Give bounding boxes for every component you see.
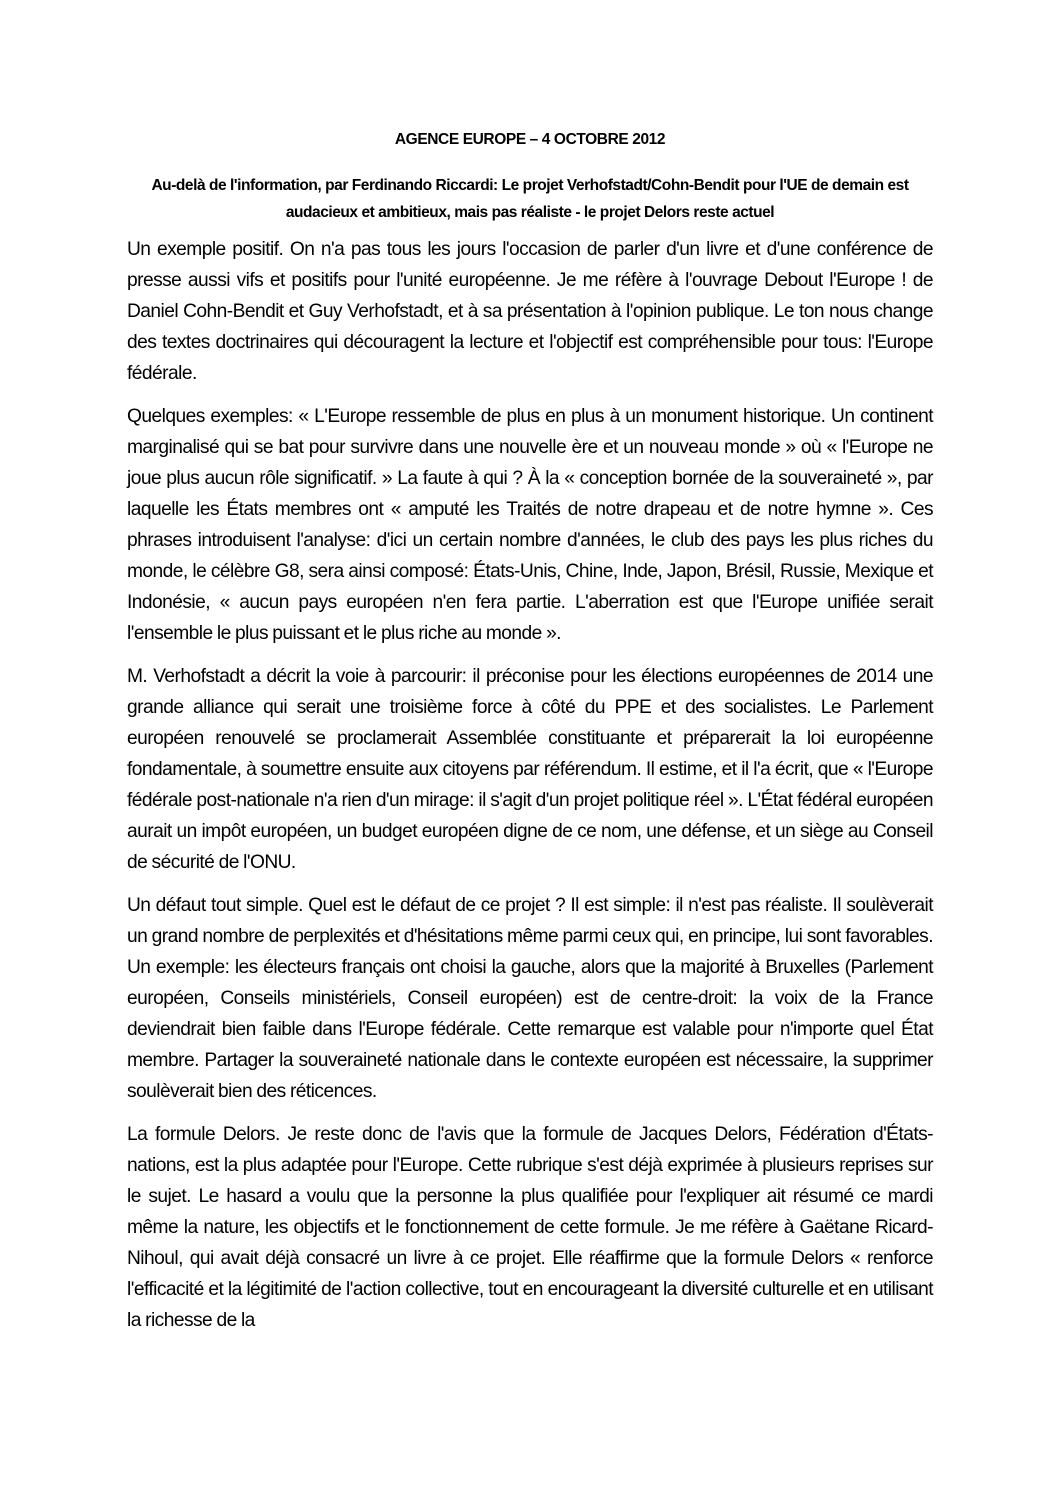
paragraph-defaut: Un défaut tout simple. Quel est le défaut de ce projet ? Il est simple: il n'est pas réaliste. Il soulèverait un grand nombre de perplexités et d'hésitations même parmi ceux qui, en principe, lui sont favorables. Un exemple: les électeurs français ont choisi la gauche, alors que la majorité à Bruxelles (Parlement européen, Conseils ministériels, Conseil européen) est de centre-droit: la voix de la France deviendrait bien faible dans l'Europe fédérale. Cette remarque est valable pour n'importe quel État membre. Partager la souveraineté nationale dans le contexte européen est nécessaire, la supprimer soulèverait bien des réticences.: [127, 895, 933, 1102]
paragraph-verhofstadt: M. Verhofstadt a décrit la voie à parcourir: il préconise pour les élections européennes de 2014 une grande alliance qui serait une troisième force à côté du PPE et des socialistes. Le Parlement européen renouvelé se proclamerait Assemblée constituante et préparerait la loi européenne fondamentale, à soumettre ensuite aux citoyens par référendum. Il estime, et il l'a écrit, que « l'Europe fédérale post-nationale n'a rien d'un mirage: il s'agit d'un projet politique réel ». L'État fédéral européen aurait un impôt européen, un budget européen digne de ce nom, une défense, et un siège au Conseil de sécurité de l'ONU.: [127, 666, 933, 873]
document-title: AGENCE EUROPE – 4 OCTOBRE 2012: [394, 131, 666, 148]
paragraph-exemple-positif: Un exemple positif. On n'a pas tous les jours l'occasion de parler d'un livre et d'une conférence de presse aussi vifs et positifs pour l'unité européenne. Je me réfère à l'ouvrage Debout l'Europe ! de Daniel Cohn-Bendit et Guy Verhofstadt, et à sa présentation à l'opinion publique. Le ton nous change des textes doctrinaires qui découragent la lecture et l'objectif est compréhensible pour tous: l'Europe fédérale.: [127, 239, 933, 384]
paragraph-quelques-exemples: Quelques exemples: « L'Europe ressemble de plus en plus à un monument historique. Un continent marginalisé qui se bat pour survivre dans une nouvelle ère et un nouveau monde » où « l'Europe ne joue plus aucun rôle significatif. » La faute à qui ? À la « conception bornée de la souveraineté », par laquelle les États membres ont « amputé les Traités de notre drapeau et de notre hymne ». Ces phrases introduisent l'analyse: d'ici un certain nombre d'années, le club des pays les plus riches du monde, le célèbre G8, sera ainsi composé: États-Unis, Chine, Inde, Japon, Brésil, Russie, Mexique et Indonésie, « aucun pays européen n'en fera partie. L'aberration est que l'Europe unifiée serait l'ensemble le plus puissant et le plus riche au monde ».: [127, 406, 933, 644]
article-headline: Au-delà de l'information, par Ferdinando Riccardi: Le projet Verhofstadt/Cohn-Bendit pour l'UE de demain est audacieux et ambitieux, mais pas réaliste - le projet Delors reste actuel: [151, 177, 909, 221]
paragraph-formule-delors: La formule Delors. Je reste donc de l'avis que la formule de Jacques Delors, Fédération d'États-nations, est la plus adaptée pour l'Europe. Cette rubrique s'est déjà exprimée à plusieurs reprises sur le sujet. Le hasard a voulu que la personne la plus qualifiée pour l'expliquer ait résumé ce mardi même la nature, les objectifs et le fonctionnement de cette formule. Je me réfère à Gaëtane Ricard-Nihoul, qui avait déjà consacré un livre à ce projet. Elle réaffirme que la formule Delors « renforce l'efficacité et la légitimité de l'action collective, tout en encourageant la diversité culturelle et en utilisant la richesse de la: [127, 1124, 933, 1331]
document-page: [127, 128, 933, 1348]
